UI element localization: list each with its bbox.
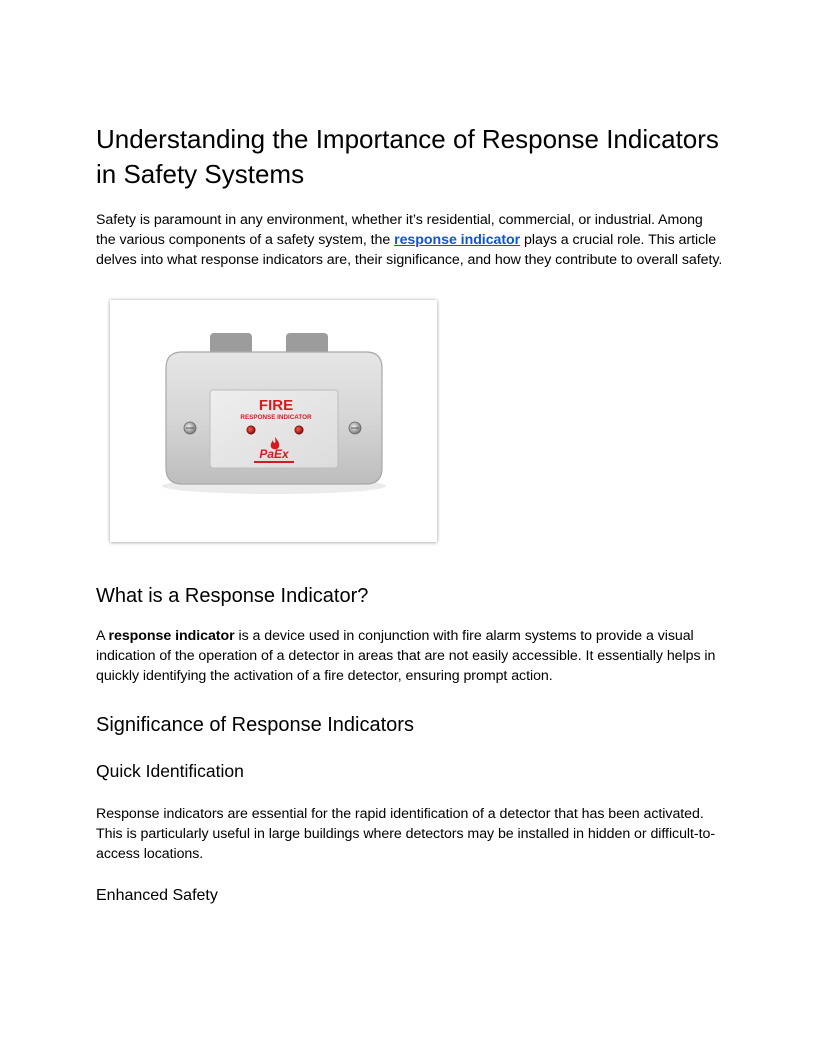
led-right (295, 426, 303, 434)
intro-text-end: plays a crucial role. This article delves into what response indicators are, their significance, and how they contribute to overall safety. (96, 232, 723, 268)
document-page (96, 118, 726, 906)
intro-text-start: Safety is paramount in any environment, whether it’s residential, commercial, or industrial. Among the various components of a safety system, the (96, 212, 703, 248)
heading-enhanced-safety: Enhanced Safety (96, 887, 218, 904)
what-is-paragraph (96, 626, 726, 686)
label-response-indicator: RESPONSE INDICATOR (240, 414, 312, 421)
heading-significance: Significance of Response Indicators (96, 714, 414, 736)
led-left (247, 426, 255, 434)
article-title: Understanding the Importance of Response Indicators in Safety Systems (96, 124, 719, 189)
response-indicator-device-image (110, 300, 437, 542)
product-image-frame (110, 300, 437, 542)
heading-what-is-response-indicator: What is a Response Indicator? (96, 585, 369, 607)
quick-identification-paragraph: Response indicators are essential for the rapid identification of a detector that has been activated. This is particularly useful in large buildings where detectors may be installed in hidden or difficult-to-access locations. (96, 806, 715, 862)
intro-paragraph (96, 210, 726, 270)
label-fire: FIRE (258, 397, 294, 414)
brand-logo: PaEx (259, 447, 289, 461)
heading-quick-identification: Quick Identification (96, 761, 244, 781)
what-is-prefix: A (96, 628, 109, 644)
response-indicator-link[interactable]: response indicator (394, 232, 521, 248)
bold-term-response-indicator: response indicator (108, 628, 235, 644)
what-is-body: is a device used in conjunction with fire alarm systems to provide a visual indication of the operation of a detector in areas that are not easily accessible. It essentially helps in quickly identifying the activation of a fire detector, ensuring prompt action. (96, 628, 716, 684)
